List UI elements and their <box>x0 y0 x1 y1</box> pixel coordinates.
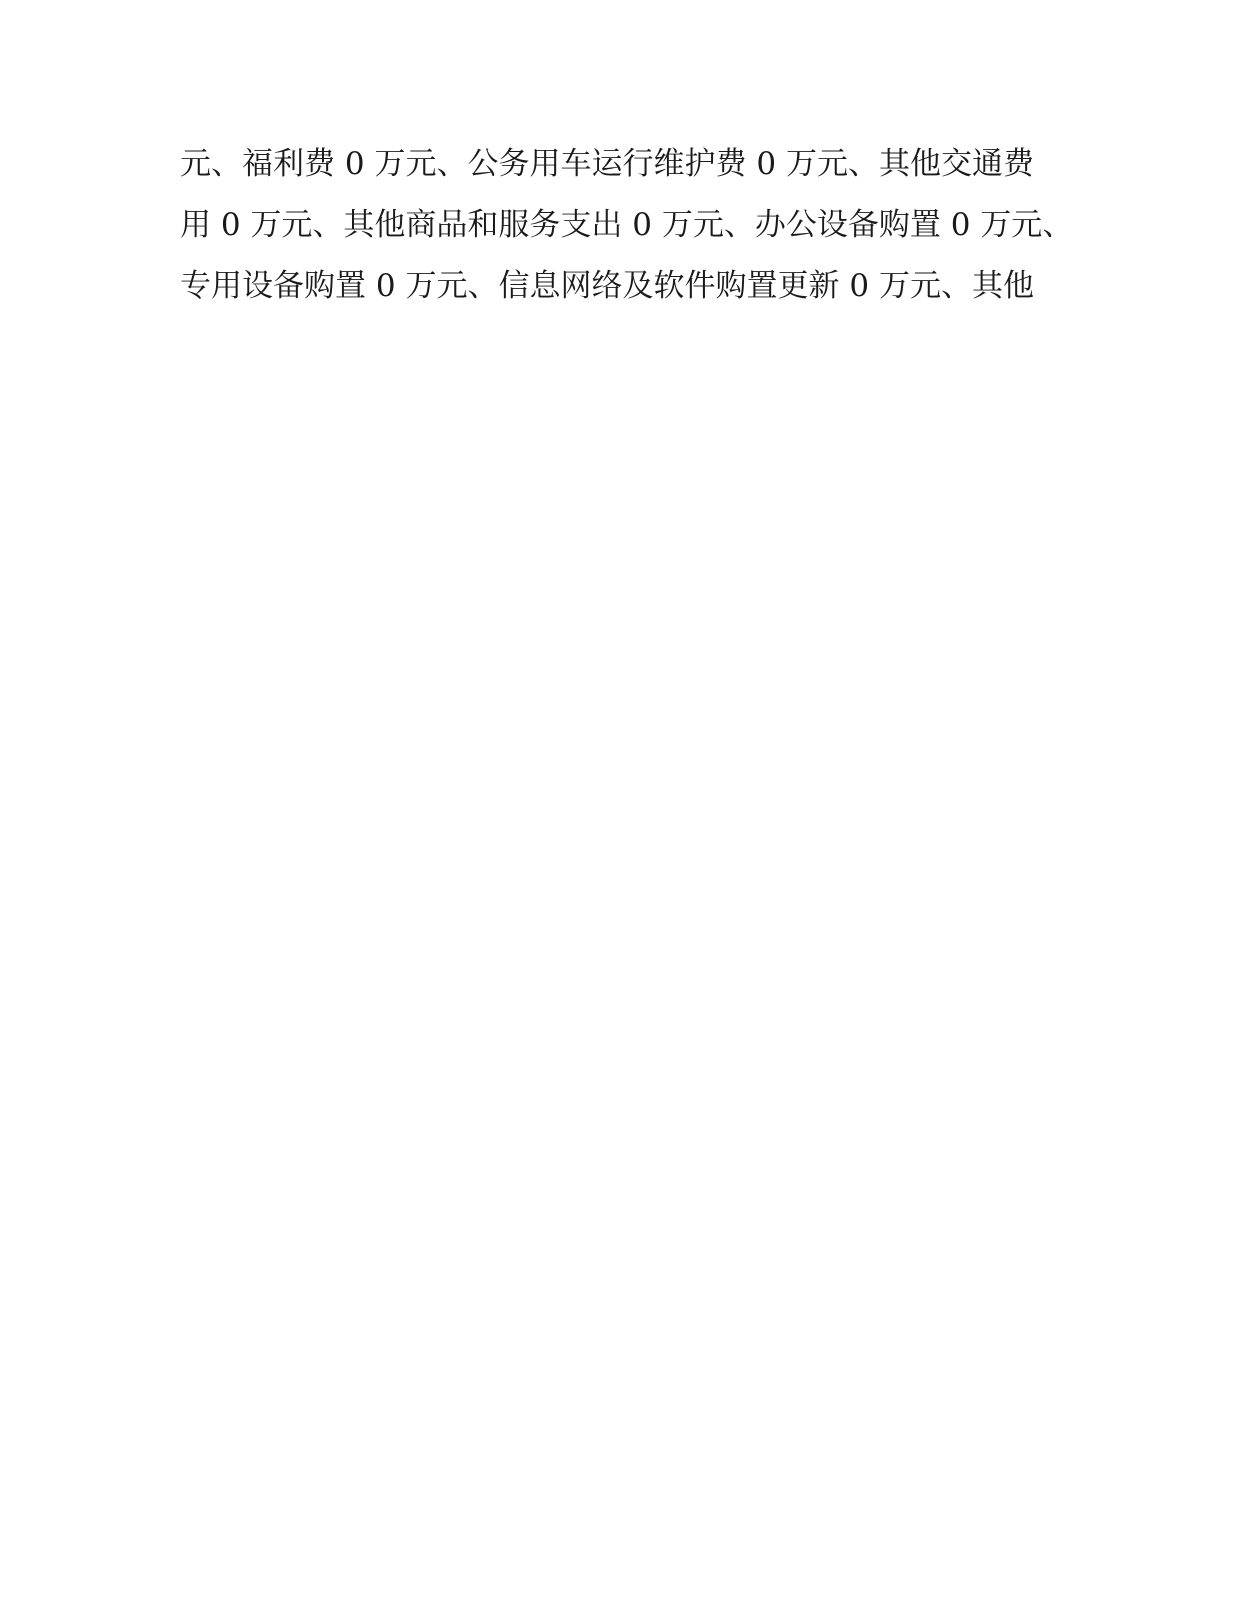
text-line: 用 0 万元、其他商品和服务支出 0 万元、办公设备购置 0 万元、 <box>180 207 1074 243</box>
text-line: 元、福利费 0 万元、公务用车运行维护费 0 万元、其他交通费 <box>180 146 1034 182</box>
text-line: 专用设备购置 0 万元、信息网络及软件购置更新 0 万元、其他 <box>180 268 1034 304</box>
